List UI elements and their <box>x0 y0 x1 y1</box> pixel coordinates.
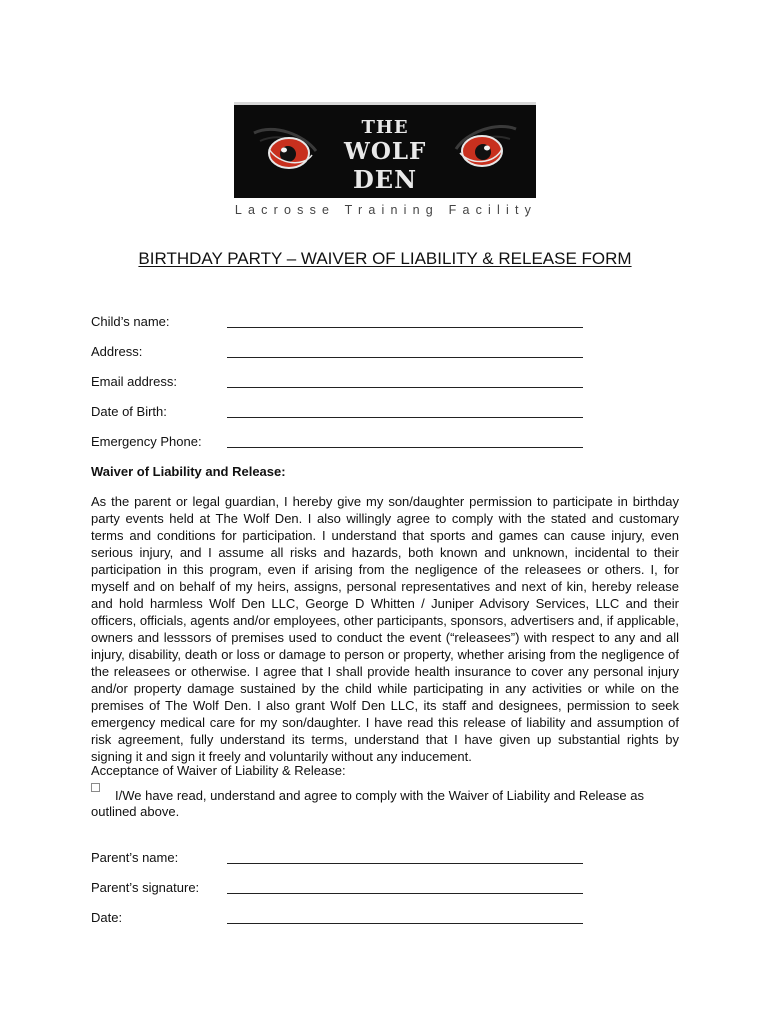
acceptance-text: I/We have read, understand and agree to comply with the Waiver of Liability and Release as outlined above. <box>91 788 644 819</box>
date-of-birth-field[interactable] <box>227 417 583 418</box>
parents-name-label: Parent’s name: <box>91 850 179 865</box>
parents-signature-field[interactable] <box>227 893 583 894</box>
parents-signature-label: Parent’s signature: <box>91 880 200 895</box>
wolf-den-logo <box>231 102 541 226</box>
logo-tagline: Lacrosse Training Facility <box>234 203 538 217</box>
waiver-heading: Waiver of Liability and Release: <box>91 464 286 479</box>
address-field[interactable] <box>227 357 583 358</box>
logo-line-den: DEN <box>352 165 418 194</box>
date-label: Date: <box>91 910 123 925</box>
email-address-label: Email address: <box>91 374 177 389</box>
date-of-birth-label: Date of Birth: <box>91 404 167 419</box>
parents-name-field[interactable] <box>227 863 583 864</box>
email-address-field[interactable] <box>227 387 583 388</box>
acceptance-heading: Acceptance of Waiver of Liability & Release: <box>91 763 346 778</box>
logo-line-the: THE <box>361 117 409 138</box>
date-field[interactable] <box>227 923 583 924</box>
logo-banner <box>234 102 536 198</box>
logo-line-wolf: WOLF <box>344 138 427 165</box>
emergency-phone-label: Emergency Phone: <box>91 434 202 449</box>
emergency-phone-field[interactable] <box>227 447 583 448</box>
childs-name-field[interactable] <box>227 327 583 328</box>
address-label: Address: <box>91 344 143 359</box>
childs-name-label: Child’s name: <box>91 314 170 329</box>
waiver-body: As the parent or legal guardian, I hereby give my son/daughter permission to participate in birthday party events held at The Wolf Den. I also willingly agree to comply with the stated and customary terms and conditions for participation. I understand that sports and games can cause injury, even serious injury, and I assume all risks and hazards, both known and unknown, incidental to their participation in this program, even if arising from the negligence of the releasees or others. I, for myself and on behalf of my heirs, assigns, personal representatives and next of kin, hereby release and hold harmless Wolf Den LLC, George D Whitten / Juniper Advisory Services, LLC and their officers, officials, agents and/or employees, other participants, sponsors, advertisers and, if applicable, owners and lesssors of premises used to conduct the event (“releasees”) with respect to any and all injury, disability, death or loss or damage to person or property, whether arising from the negligence of the releasees or otherwise. I agree that I shall provide health insurance to cover any personal injury and/or property damage sustained by the child while participating in any activities or while on the premises of The Wolf Den. I also grant Wolf Den LLC, its staff and designees, permission to seek emergency medical care for my son/daughter. I have read this release of liability and assumption of risk agreement, fully understand its terms, understand that I have given up substantial rights by signing it and sign it freely and voluntarily without any inducement. <box>91 494 679 764</box>
form-title: BIRTHDAY PARTY – WAIVER OF LIABILITY & RELEASE FORM <box>138 249 632 268</box>
